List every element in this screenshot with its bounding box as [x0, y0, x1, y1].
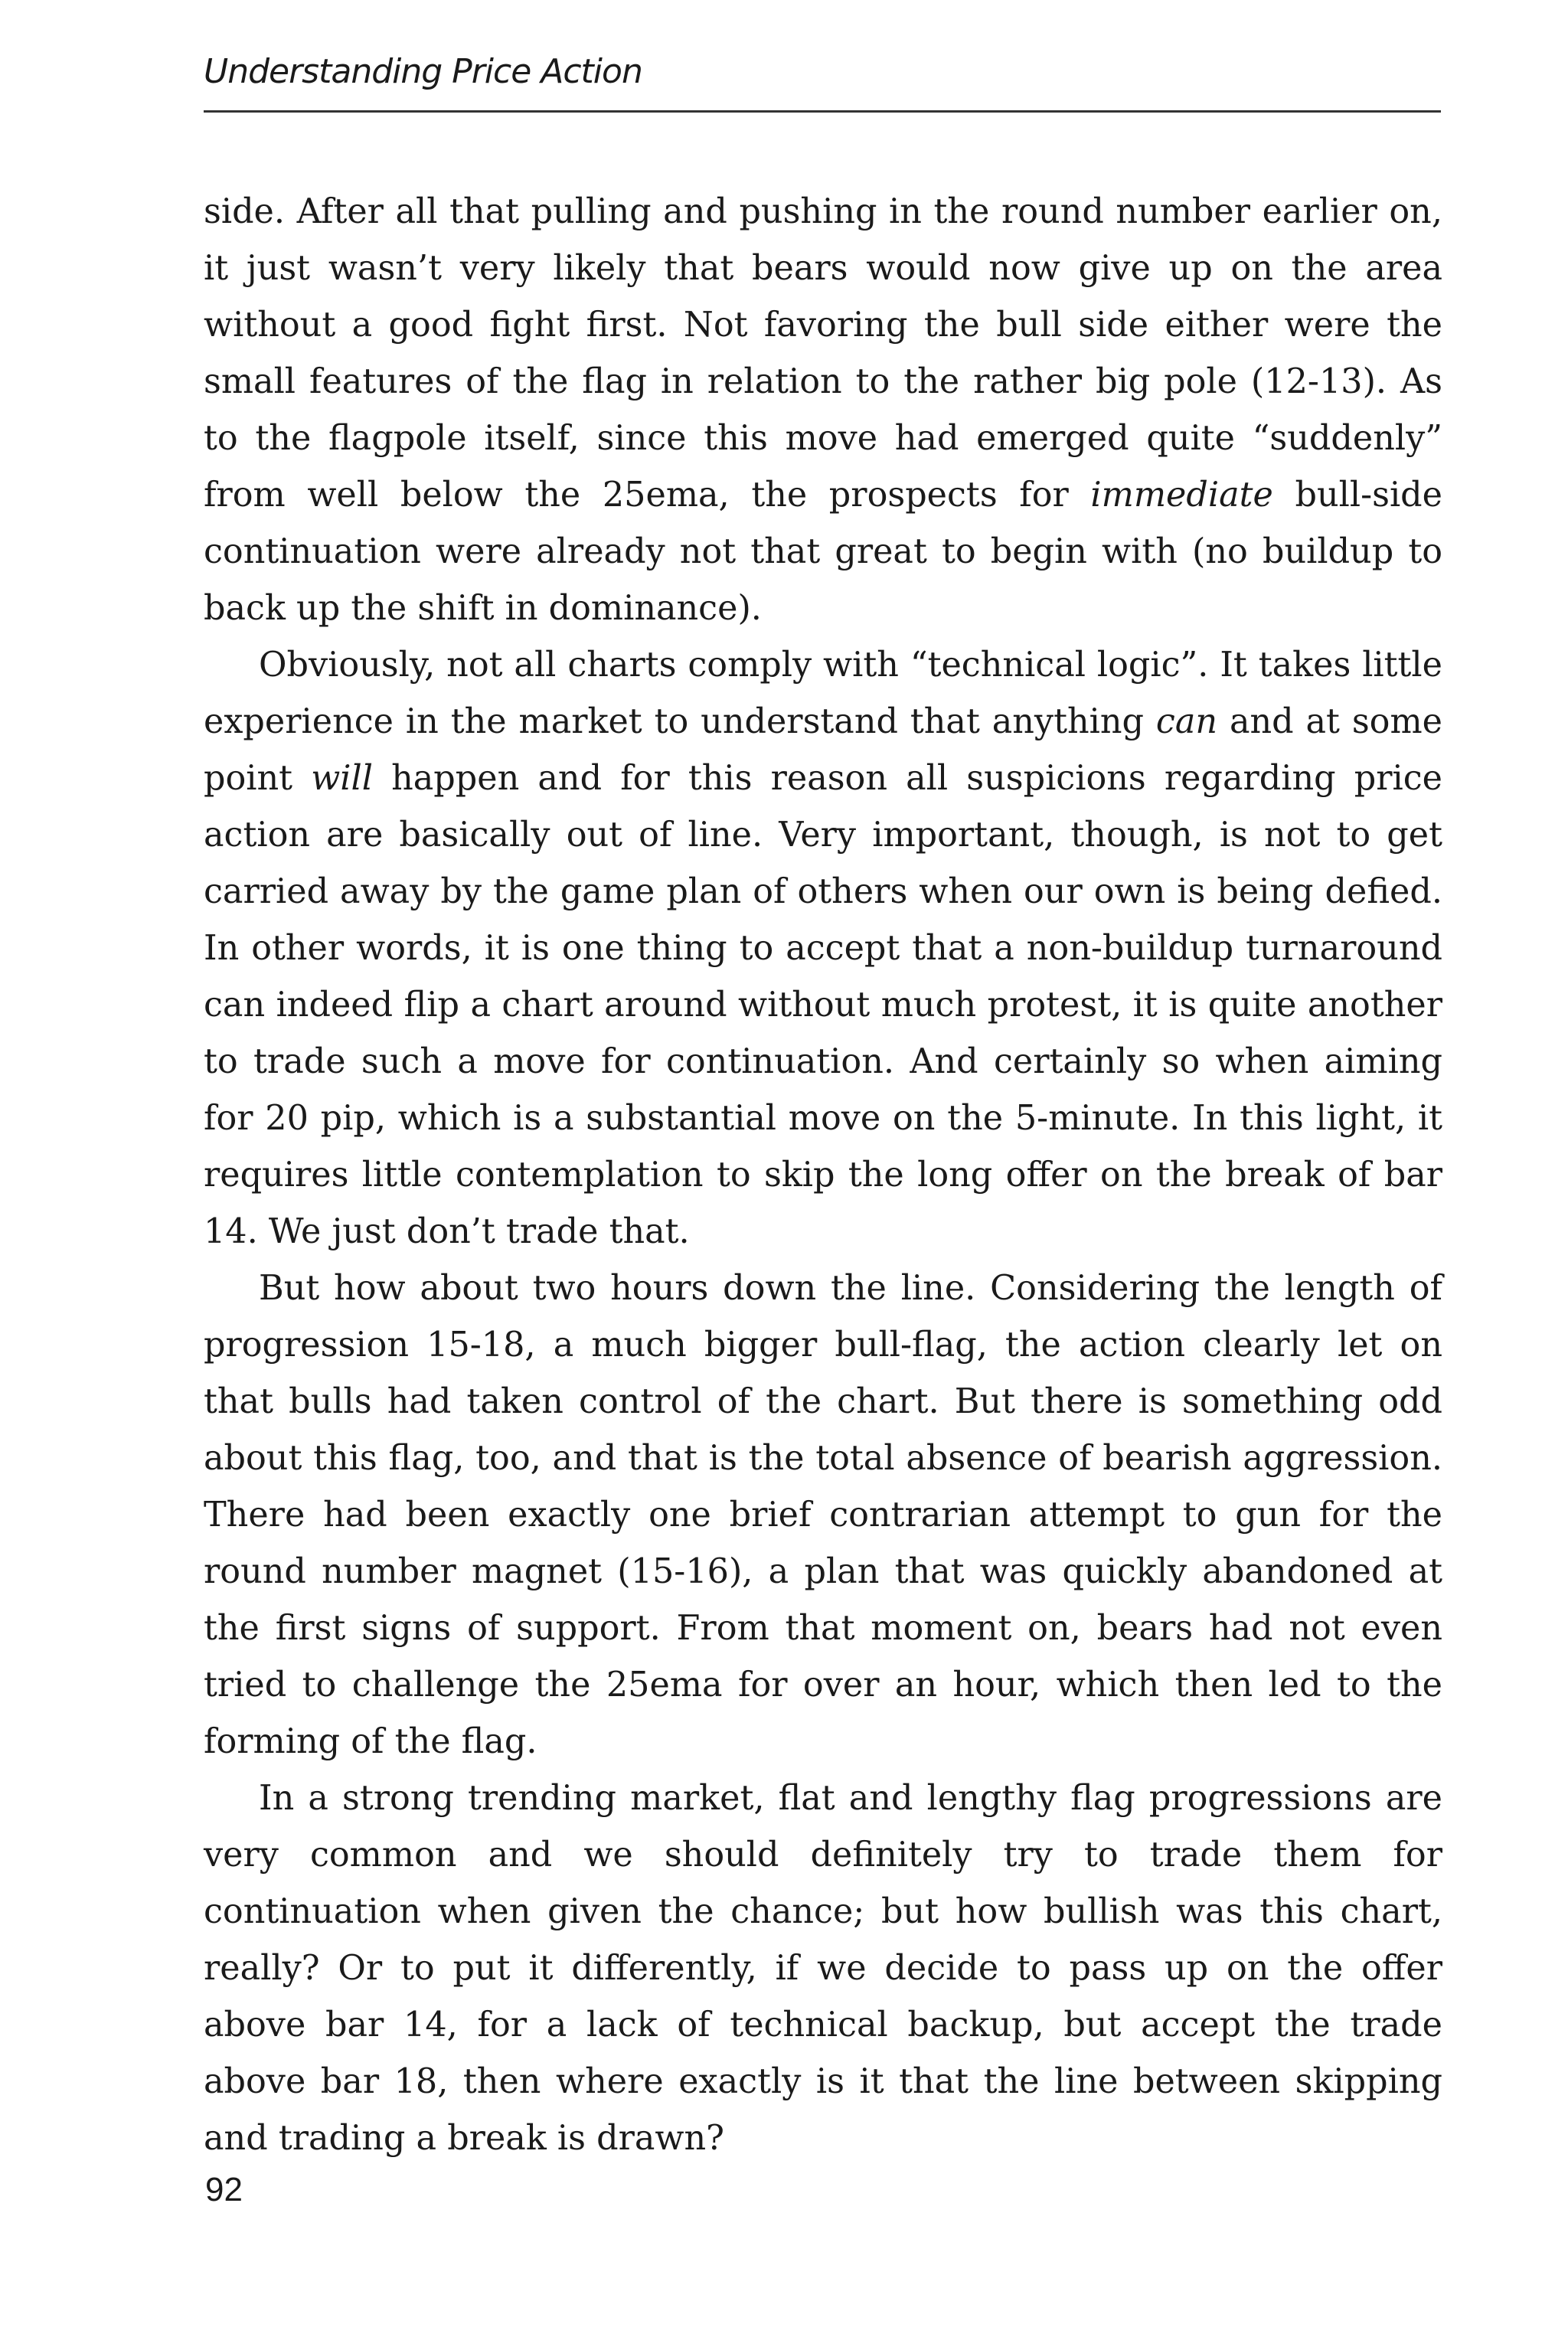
paragraph-4 [204, 1770, 1442, 2167]
italic-text: immediate [1090, 476, 1273, 515]
text-run: happen and for this reason all suspicions regarding price action are basically out of line. Very important, though, is not to get carried away by the game plan of others when our own is being defied. In other words, it is one thing to accept that a non-buildup turnaround can indeed flip a chart around without much protest, it is quite another to trade such a move for continuation. And certainly so when aiming for 20 pip, which is a substantial move on the 5-minute. In this light, it requires little contemplation to skip the long offer on the break of bar 14. We just don’t trade that. [204, 759, 1442, 1251]
italic-text: will [311, 759, 373, 798]
page-number: 92 [205, 2171, 243, 2208]
text-run: In a strong trending market, flat and lengthy flag progressions are very common and we should definitely try to trade them for continuation when given the chance; but how bullish was this chart, really? Or to put it differently, if we decide to pass up on the offer above bar 14, for a lack of technical backup, but accept the trade above bar 18, then where exactly is it that the line between skipping and trading a break is drawn? [204, 1779, 1442, 2158]
text-run: and at some point [204, 702, 1443, 798]
paragraph-1 [204, 184, 1442, 637]
text-run: bull-side continuation were already not that great to begin with (no buildup to back up the shift in dominance). [204, 476, 1443, 628]
running-header: Understanding Price Action [204, 52, 642, 91]
text-run: side. After all that pulling and pushing in the round number earlier on, it just wasn’t very likely that bears would now give up on the area without a good fight first. Not favoring the bull side either were the small features of the flag in relation to the rather big pole (12-13). As to the flagpole itself, since this move had emerged quite “suddenly” from well below the 25ema, the prospects for [204, 192, 1442, 515]
body-text [204, 184, 1442, 2167]
paragraph-3 [204, 1260, 1442, 1770]
text-run: But how about two hours down the line. Considering the length of progression 15-18, a much bigger bull-flag, the action clearly let on that bulls had taken control of the chart. But there is something odd about this flag, too, and that is the total absence of bearish aggression. There had been exactly one brief contrarian attempt to gun for the round number magnet (15-16), a plan that was quickly abandoned at the first signs of support. From that moment on, bears had not even tried to challenge the 25ema for over an hour, which then led to the forming of the flag. [204, 1269, 1442, 1761]
paragraph-2 [204, 637, 1442, 1260]
text-run: Obviously, not all charts comply with “technical logic”. It takes little experience in the market to understand that anything [204, 646, 1442, 741]
italic-text: can [1155, 702, 1218, 741]
header-rule [204, 110, 1441, 113]
